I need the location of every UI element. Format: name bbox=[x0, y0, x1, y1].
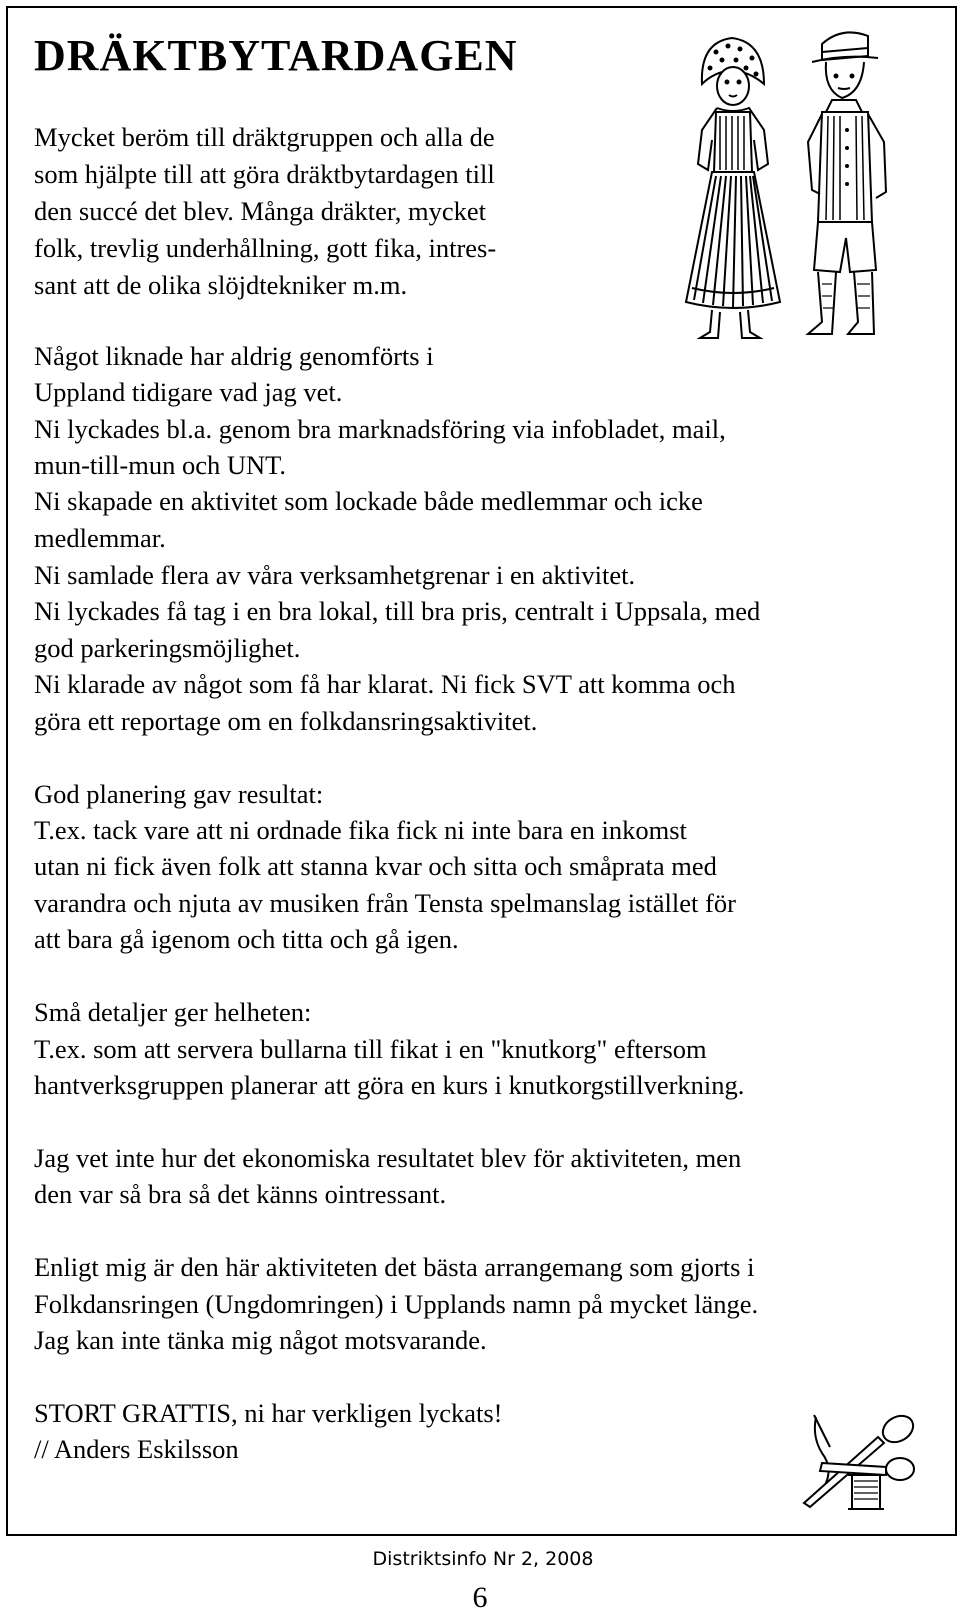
planning-line: utan ni fick även folk att stanna kvar och sitta och småprata med bbox=[34, 851, 717, 881]
body-line: medlemmar. bbox=[34, 523, 166, 553]
body-line: Ni lyckades bl.a. genom bra marknadsföring via infobladet, mail, bbox=[34, 414, 726, 444]
article-title: DRÄKTBYTARDAGEN bbox=[34, 31, 518, 80]
body-line: Uppland tidigare vad jag vet. bbox=[34, 377, 343, 407]
planning-line: att bara gå igenom och titta och gå igen. bbox=[34, 924, 459, 954]
body-line: Ni samlade flera av våra verksamhetgrenar i en aktivitet. bbox=[34, 560, 636, 590]
body-line: Ni lyckades få tag i en bra lokal, till bra pris, centralt i Uppsala, med bbox=[34, 596, 761, 626]
details-line: Små detaljer ger helheten: bbox=[34, 997, 312, 1027]
planning-line: T.ex. tack vare att ni ordnade fika fick ni inte bara en inkomst bbox=[34, 815, 687, 845]
intro-line: sant att de olika slöjdtekniker m.m. bbox=[34, 270, 408, 300]
opinion-line: Enligt mig är den här aktiviteten det bästa arrangemang som gjorts i bbox=[34, 1252, 755, 1282]
publication-footer: Distriktsinfo Nr 2, 2008 bbox=[372, 1548, 594, 1570]
opinion-line: Jag kan inte tänka mig något motsvarande. bbox=[34, 1325, 487, 1355]
page-number: 6 bbox=[472, 1581, 488, 1614]
body-line: göra ett reportage om en folkdansringsaktivitet. bbox=[34, 706, 538, 736]
scissors-spool-icon bbox=[794, 1407, 920, 1513]
planning-line: God planering gav resultat: bbox=[34, 779, 324, 809]
intro-line: som hjälpte till att göra dräktbytardagen till bbox=[34, 159, 495, 189]
details-line: hantverksgruppen planerar att göra en kurs i knutkorgstillverkning. bbox=[34, 1070, 745, 1100]
intro-line: den succé det blev. Många dräkter, mycket bbox=[34, 196, 486, 226]
body-line: Ni klarade av något som få har klarat. Ni fick SVT att komma och bbox=[34, 669, 736, 699]
intro-line: folk, trevlig underhållning, gott fika, intres- bbox=[34, 233, 497, 263]
body-line: god parkeringsmöjlighet. bbox=[34, 633, 301, 663]
economy-line: den var så bra så det känns ointressant. bbox=[34, 1179, 447, 1209]
planning-line: varandra och njuta av musiken från Tensta spelmanslag istället för bbox=[34, 888, 736, 918]
opinion-line: Folkdansringen (Ungdomringen) i Upplands namn på mycket länge. bbox=[34, 1289, 759, 1319]
economy-line: Jag vet inte hur det ekonomiska resultatet blev för aktiviteten, men bbox=[34, 1143, 742, 1173]
closing-line: STORT GRATTIS, ni har verkligen lyckats! bbox=[34, 1398, 503, 1428]
body-line: Ni skapade en aktivitet som lockade både medlemmar och icke bbox=[34, 486, 703, 516]
details-line: T.ex. som att servera bullarna till fikat i en "knutkorg" eftersom bbox=[34, 1034, 707, 1064]
body-line: mun-till-mun och UNT. bbox=[34, 450, 286, 480]
body-line: Något liknade har aldrig genomförts i bbox=[34, 341, 434, 371]
intro-line: Mycket beröm till dräktgruppen och alla de bbox=[34, 122, 495, 152]
signature: // Anders Eskilsson bbox=[34, 1434, 239, 1464]
folk-costume-illustration bbox=[672, 22, 922, 352]
